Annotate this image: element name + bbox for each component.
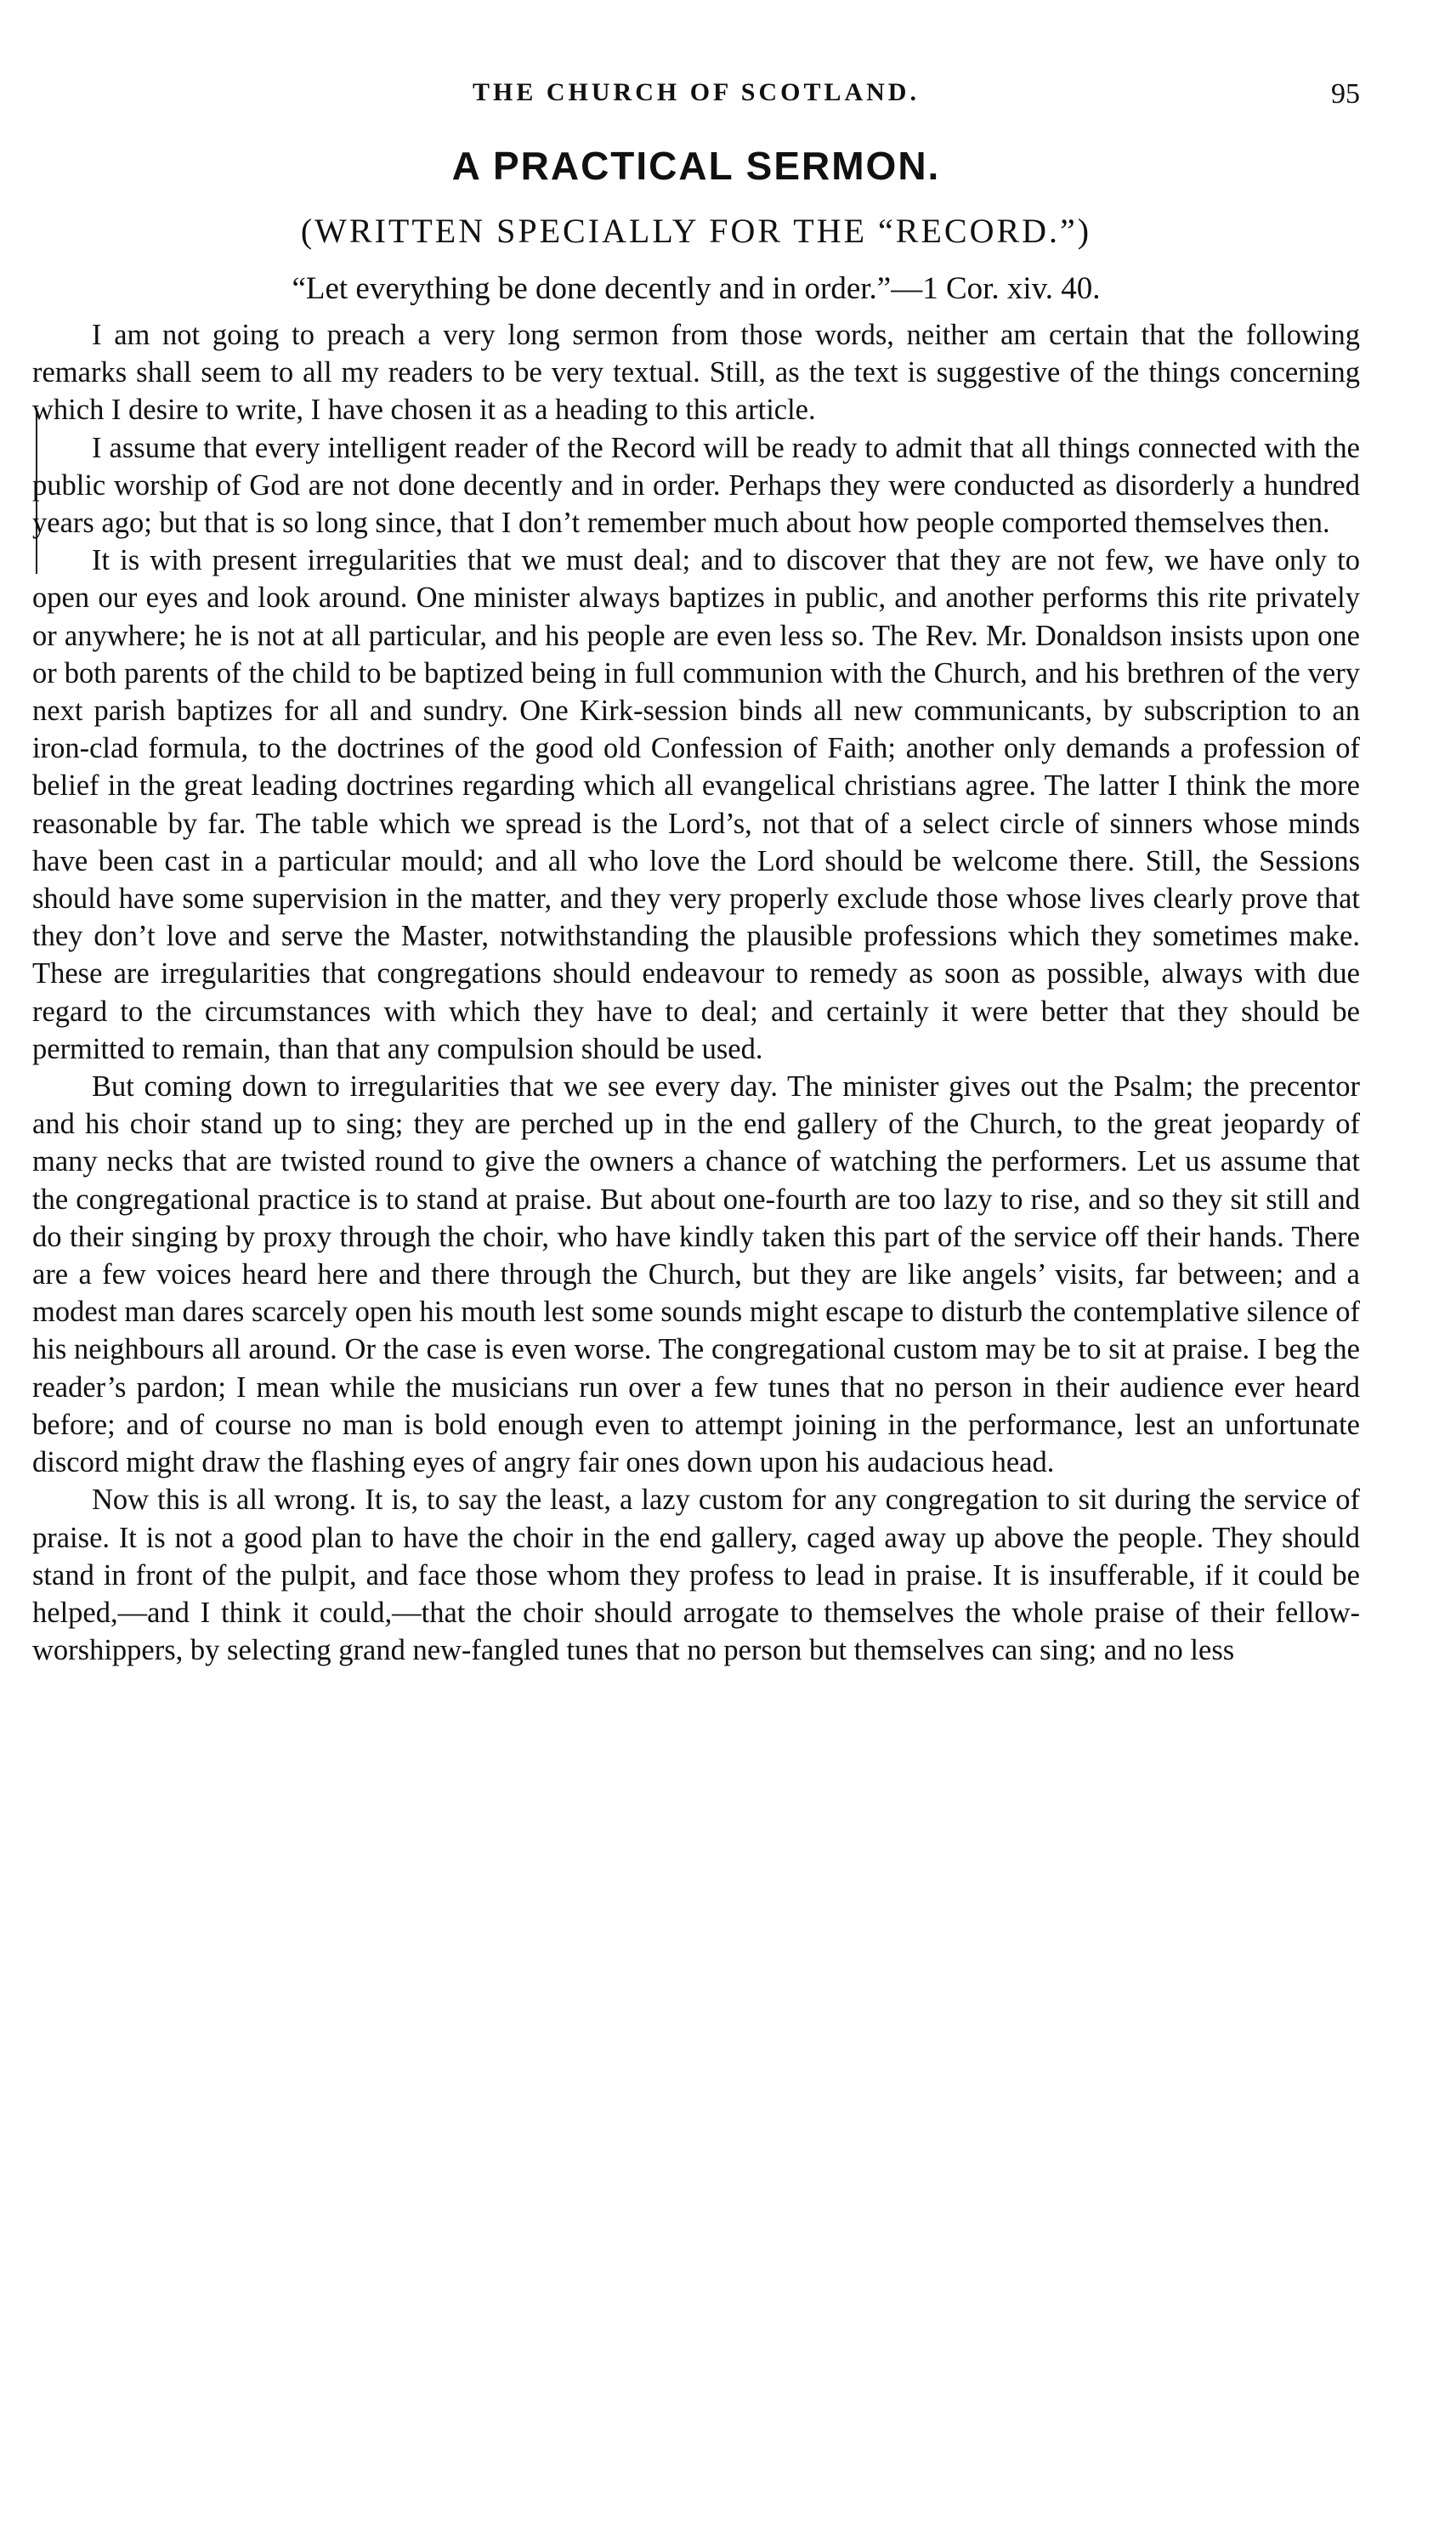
paragraph-2: I assume that every intelligent reader of the Record will be ready to admit that all things connected with the public worship of God are not done decently and in order. Perhaps they were conducted as disorderly a hundred years ago; but that is so long since, that I don’t remember much about how people comported themselves then. bbox=[32, 431, 1360, 540]
paragraph-5: Now this is all wrong. It is, to say the least, a lazy custom for any congregation to sit during the service of praise. It is not a good plan to have the choir in the end gallery, caged away up above the people. They should stand in front of the pulpit, and face those whom they profess to lead in praise. It is insufferable, if it could be helped,—and I think it could,—that the choir should arrogate to themselves the whole praise of their fellow-worshippers, by selecting grand new-fangled tunes that no person but themselves can sing; and no less bbox=[32, 1484, 1360, 1667]
running-title: THE CHURCH OF SCOTLAND. bbox=[473, 78, 920, 106]
running-header bbox=[32, 78, 1360, 112]
paragraph-4: But coming down to irregularities that we see every day. The minister gives out the Psalm; the precentor and his choir stand up to sing; they are perched up in the end gallery of the Church, to the great jeopardy of many necks that are twisted round to give the owners a chance of watching the performers. Let us assume that the congregational practice is to stand at praise. But about one-fourth are too lazy to rise, and so they sit still and do their singing by proxy through the choir, who have kindly taken this part of the service off their hands. There are a few voices heard here and there through the Church, but they are like angels’ visits, far between; and a modest man dares scarcely open his mouth lest some sounds might escape to disturb the contemplative silence of his neighbours all around. Or the case is even worse. The congregational custom may be to sit at praise. I beg the reader’s pardon; I mean while the musicians run over a few tunes that no person in their audience ever heard before; and of course no man is bold enough even to attempt joining in the performance, lest an unfortunate discord might draw the flashing eyes of angry fair ones down upon his audacious head. bbox=[32, 1070, 1360, 1479]
article-subtitle: (WRITTEN SPECIALLY FOR THE “RECORD.”) bbox=[300, 212, 1092, 250]
paragraph-1: I am not going to preach a very long sermon from those words, neither am certain that the following remarks shall seem to all my readers to be very textual. Still, as the text is suggestive of the things concerning which I desire to write, I have chosen it as a heading to this article. bbox=[32, 319, 1360, 427]
article-body bbox=[32, 316, 1360, 1669]
page-number: 95 bbox=[1331, 78, 1360, 110]
article-title: A PRACTICAL SERMON. bbox=[451, 144, 941, 188]
paragraph-3: It is with present irregularities that we must deal; and to discover that they are not few, we have only to open our eyes and look around. One minister always baptizes in public, and another performs this rite privately or anywhere; he is not at all particular, and his people are even less so. The Rev. Mr. Donaldson insists upon one or both parents of the child to be baptized being in full communion with the Church, and his brethren of the very next parish baptizes for all and sundry. One Kirk-session binds all new communicants, by subscription to an iron-clad formula, to the doctrines of the good old Confession of Faith; another only demands a profession of belief in the great leading doctrines regarding which all evangelical christians agree. The latter I think the more reasonable by far. The table which we spread is the Lord’s, not that of a select circle of sinners whose minds have been cast in a particular mould; and all who love the Lord should be welcome there. Still, the Sessions should have some supervision in the matter, and they very properly exclude those whose lives clearly prove that they don’t love and serve the Master, notwithstanding the plausible professions which they sometimes make. These are irregularities that congregations should endeavour to remedy as soon as possible, always with due regard to the circumstances with which they have to deal; and certainly it were better that they should be permitted to remain, than that any compulsion should be used. bbox=[32, 544, 1360, 1065]
document-page bbox=[32, 0, 1360, 2542]
scripture-epigraph: “Let everything be done decently and in order.”—1 Cor. xiv. 40. bbox=[292, 271, 1101, 306]
